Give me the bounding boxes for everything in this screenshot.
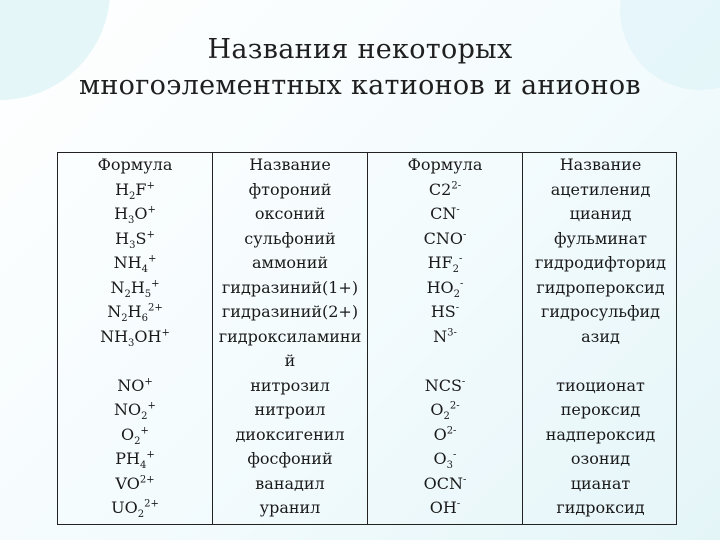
cation-name: аммоний [251,253,329,272]
anion-name: тиоционат [556,375,645,395]
anion-formula: $O_3^-$ [433,449,457,472]
slide-title [0,32,720,104]
cation-name: сульфоний [244,228,336,248]
cation-formula-column [58,153,213,524]
cation-formula: $PH_4^+$ [115,449,155,472]
cation-formula: NO+ [117,375,153,395]
cation-name: диоксигенил [235,424,345,444]
column-header: Формула [407,155,483,174]
anion-formula: CNO- [423,228,467,248]
cation-name: гидразиний(2+) [221,302,359,321]
cation-formula: $VO^{2+}$ [115,473,155,493]
anion-name: гидроксид [556,498,645,517]
column-header: Формула [97,155,173,174]
anion-name: гидропероксид [536,277,665,297]
title-line-1: Названия некоторых [207,34,513,65]
anion-name: гидродифторид [534,253,667,272]
anion-name: цианат [570,473,631,493]
ions-table [57,152,677,525]
cation-formula: $O_2^+$ [121,424,149,447]
cation-formula: $UO_2^{2+}$ [111,498,159,521]
anion-name: ацетиленид [550,179,651,199]
cation-formula [58,349,212,373]
anion-formula: $O^{2-}$ [433,424,457,444]
anion-name: цианид [569,204,632,223]
anion-formula-column [368,153,523,524]
cation-name: ванадил [255,473,325,493]
anion-formula: HS- [430,302,460,321]
anion-name: азид [581,326,620,346]
cation-formula: $NH_4^+$ [113,253,157,276]
column-header: Название [559,155,642,174]
anion-formula: OH- [429,498,461,517]
cation-name-column [213,153,368,524]
cation-formula: $N_2H_5^+$ [110,277,160,300]
cation-name: нитроил [254,400,326,419]
anion-name: озонид [570,449,631,468]
cation-name: гидроксиламини [218,326,362,346]
anion-name: надпероксид [545,424,656,444]
column-header: Название [249,155,331,174]
anion-formula: $O_2^{2-}$ [430,400,460,423]
anion-formula: $HF_2^-$ [427,253,463,276]
cation-name: оксоний [254,204,326,223]
anion-formula: $N^{3-}$ [433,326,457,346]
anion-formula: NCS- [424,375,466,395]
anion-formula: OCN- [423,473,467,493]
anion-name-column [523,153,678,524]
cation-formula: $NH_3OH^+$ [100,326,170,349]
anion-formula: $HO_2^-$ [426,277,464,300]
cation-formula: $N_2H_6^{2+}$ [107,302,163,325]
cation-name: уранил [259,498,321,517]
cation-name: фтороний [248,179,332,199]
anion-formula: CN- [430,204,460,223]
anion-formula: $C2^{2-}$ [428,179,462,199]
cation-name: й [284,351,296,370]
cation-formula: $H_3S^+$ [115,228,155,251]
cation-name: гидразиний(1+) [221,277,359,297]
anion-name: фульминат [554,228,647,248]
cation-formula: $H_2F^+$ [115,179,155,202]
cation-formula: $NO_2^+$ [114,400,156,423]
title-line-2: многоэлементных катионов и анионов [79,70,641,101]
anion-name: пероксид [560,400,641,419]
cation-name: нитрозил [250,375,330,395]
cation-name: фосфоний [247,449,333,468]
cation-formula: $H_3O^+$ [114,204,156,227]
anion-name: гидросульфид [540,302,661,321]
